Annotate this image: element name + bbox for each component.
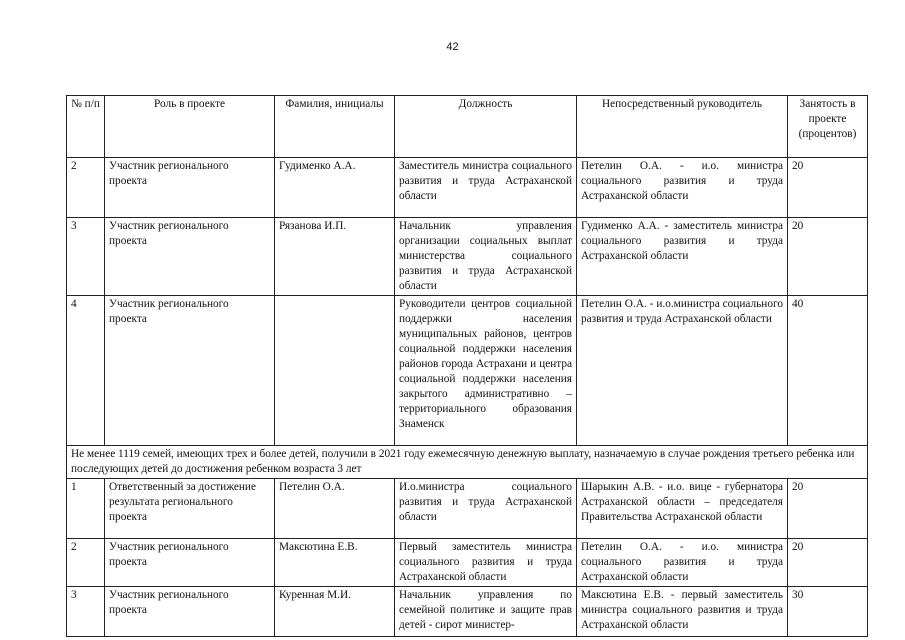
row-manager: Петелин О.А. - и.о. министра социального развития и труда Астраханской области <box>577 539 788 587</box>
row-percent: 30 <box>788 587 868 637</box>
project-staff-table <box>66 95 868 637</box>
row-role: Участник регионального проекта <box>105 218 275 296</box>
table-row <box>67 479 868 539</box>
table-row <box>67 218 868 296</box>
row-name: Рязанова И.П. <box>275 218 395 296</box>
row-name: Гудименко А.А. <box>275 158 395 218</box>
table-row <box>67 587 868 637</box>
row-name: Куренная М.И. <box>275 587 395 637</box>
row-percent: 20 <box>788 218 868 296</box>
row-role: Участник регионального проекта <box>105 296 275 446</box>
header-position: Должность <box>395 96 577 158</box>
row-percent: 40 <box>788 296 868 446</box>
section-heading-row <box>67 446 868 479</box>
row-number: 1 <box>67 479 105 539</box>
row-name: Максютина Е.В. <box>275 539 395 587</box>
row-number: 4 <box>67 296 105 446</box>
header-role: Роль в проекте <box>105 96 275 158</box>
row-position: Начальник управления по семейной политике и защите прав детей - сирот министер- <box>395 587 577 637</box>
row-role: Участник регионального проекта <box>105 587 275 637</box>
row-position: Заместитель министра социального развития и труда Астраханской области <box>395 158 577 218</box>
row-percent: 20 <box>788 158 868 218</box>
header-number: № п/п <box>67 96 105 158</box>
row-position: Первый заместитель министра социального развития и труда Астраханской области <box>395 539 577 587</box>
row-percent: 20 <box>788 479 868 539</box>
row-name: Петелин О.А. <box>275 479 395 539</box>
row-percent: 20 <box>788 539 868 587</box>
header-percent: Занятость в проекте (процентов) <box>788 96 868 158</box>
row-position: Начальник управления организации социальных выплат министерства социального развития и труда Астраханской области <box>395 218 577 296</box>
row-role: Участник регионального проекта <box>105 539 275 587</box>
row-number: 3 <box>67 218 105 296</box>
section-heading: Не менее 1119 семей, имеющих трех и более детей, получили в 2021 году ежемесячную денежную выплату, назначаемую в случае рождения третьего ребенка или последующих детей до достижения ребенком возраста 3 лет <box>67 446 868 479</box>
row-position: И.о.министра социального развития и труда Астраханской области <box>395 479 577 539</box>
header-name: Фамилия, инициалы <box>275 96 395 158</box>
row-role: Участник регионального проекта <box>105 158 275 218</box>
table-row <box>67 158 868 218</box>
header-manager: Непосредственный руководитель <box>577 96 788 158</box>
row-manager: Максютина Е.В. - первый заместитель министра социального развития и труда Астраханской области <box>577 587 788 637</box>
row-number: 3 <box>67 587 105 637</box>
page-number: 42 <box>446 41 459 53</box>
row-number: 2 <box>67 158 105 218</box>
row-role: Ответственный за достижение результата регионального проекта <box>105 479 275 539</box>
row-number: 2 <box>67 539 105 587</box>
table-row <box>67 296 868 446</box>
row-name <box>275 296 395 446</box>
table-header-row <box>67 96 868 158</box>
table-row <box>67 539 868 587</box>
row-manager: Петелин О.А. - и.о.министра социального развития и труда Астраханской области <box>577 296 788 446</box>
row-position: Руководители центров социальной поддержки населения муниципальных районов, центров социальной поддержки населения районов города Астрахани и центра социальной поддержки населения закрытого административно – территориального образования Знаменск <box>395 296 577 446</box>
row-manager: Петелин О.А. - и.о. министра социального развития и труда Астраханской области <box>577 158 788 218</box>
row-manager: Гудименко А.А. - заместитель министра социального развития и труда Астраханской области <box>577 218 788 296</box>
row-manager: Шарыкин А.В. - и.о. вице - губернатора Астраханской области – председателя Правительства Астраханской области <box>577 479 788 539</box>
